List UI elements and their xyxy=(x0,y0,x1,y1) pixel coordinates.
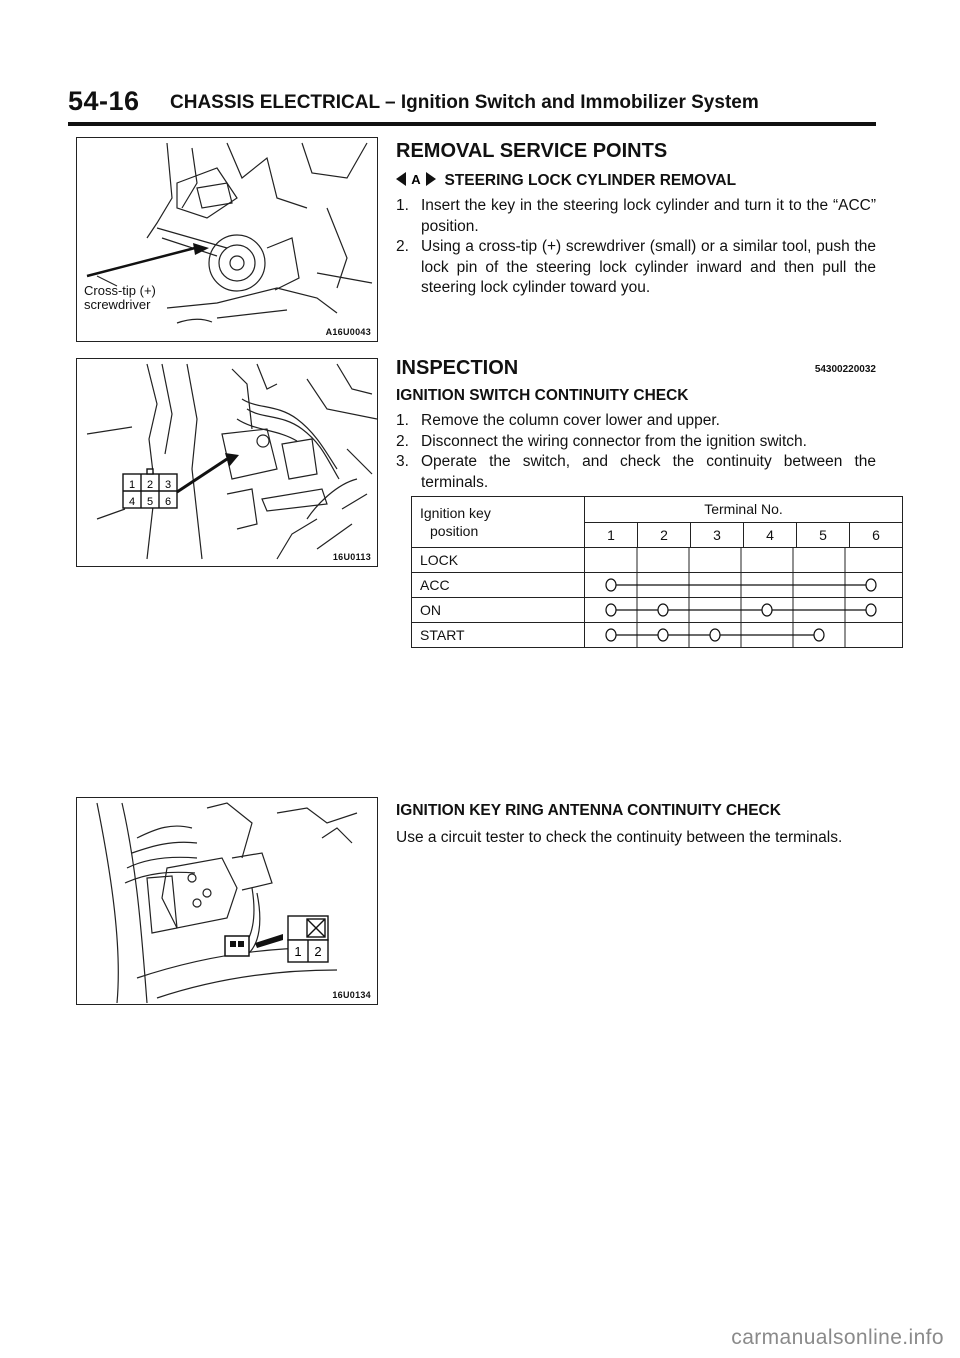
removal-heading: REMOVAL SERVICE POINTS xyxy=(396,140,668,162)
removal-steps xyxy=(396,196,876,299)
connector-terminal: 4 xyxy=(128,496,136,508)
continuity-diagram xyxy=(585,623,897,647)
continuity-table-wrap xyxy=(411,496,903,648)
continuity-diagram xyxy=(585,573,897,597)
page-header xyxy=(68,86,876,126)
antenna-text: Use a circuit tester to check the continuity between the terminals. xyxy=(396,829,843,846)
position-label: ON xyxy=(412,598,585,623)
continuity-marker xyxy=(814,629,824,641)
position-label: ACC xyxy=(412,573,585,598)
inspection-section xyxy=(396,357,876,493)
header-position: Ignition key position xyxy=(412,497,585,548)
terminal-header-cell: 6 xyxy=(850,522,903,548)
connector-terminal: 5 xyxy=(146,496,154,508)
position-label: START xyxy=(412,623,585,648)
screwdriver-callout: Cross-tip (+) screwdriver xyxy=(84,283,156,312)
svg-text:A: A xyxy=(411,172,421,187)
figure-code: 16U0134 xyxy=(332,990,371,1000)
list-item: 1. Remove the column cover lower and upper. xyxy=(396,412,720,429)
table-row xyxy=(412,598,903,623)
page-title: CHASSIS ELECTRICAL – Ignition Switch and Immobilizer System xyxy=(170,92,759,113)
connector-terminal: 1 xyxy=(128,479,136,491)
continuity-marker xyxy=(606,604,616,616)
figure-antenna-connector xyxy=(76,797,378,1005)
connector-terminal: 6 xyxy=(164,496,172,508)
continuity-table xyxy=(411,496,903,648)
connector-terminal: 3 xyxy=(164,479,172,491)
removal-subheading: STEERING LOCK CYLINDER REMOVAL xyxy=(444,172,737,189)
figure-code: 16U0113 xyxy=(332,552,371,562)
removal-subheading-row xyxy=(396,171,876,190)
continuity-cell xyxy=(585,573,903,598)
list-item: 1. Insert the key in the steering lock cylinder and turn it to the “ACC” position. xyxy=(396,197,876,235)
table-row xyxy=(412,623,903,648)
watermark: carmanualsonline.info xyxy=(731,1326,944,1349)
continuity-marker xyxy=(762,604,772,616)
connector-terminal: 2 xyxy=(146,479,154,491)
inspection-code: 54300220032 xyxy=(814,364,876,375)
table-row xyxy=(412,548,903,573)
connector-terminal: 2 xyxy=(314,944,322,959)
continuity-diagram xyxy=(585,598,897,622)
ignition-switch-illustration xyxy=(77,359,377,566)
terminal-header-cell: 2 xyxy=(638,522,691,548)
terminal-header-cell: 5 xyxy=(797,522,850,548)
list-item: 2. Disconnect the wiring connector from the ignition switch. xyxy=(396,432,807,450)
removal-section xyxy=(396,140,876,299)
antenna-heading: IGNITION KEY RING ANTENNA CONTINUITY CHECK xyxy=(396,802,781,819)
list-item: 2. Using a cross-tip (+) screwdriver (small) or a similar tool, push the lock pin of the steering lock cylinder inward and then pull the steering lock cylinder toward you. xyxy=(396,238,876,296)
continuity-marker xyxy=(866,604,876,616)
continuity-marker xyxy=(658,604,668,616)
figure-ignition-switch-connector xyxy=(76,358,378,567)
figure-lock-cylinder xyxy=(76,137,378,342)
header-terminal: Terminal No. xyxy=(585,497,903,523)
inspection-heading: INSPECTION xyxy=(396,357,519,379)
continuity-marker xyxy=(606,579,616,591)
connector-terminal: 1 xyxy=(294,944,302,959)
page-number: 54-16 xyxy=(68,86,140,116)
inspection-subheading: IGNITION SWITCH CONTINUITY CHECK xyxy=(396,387,689,404)
antenna-section xyxy=(396,802,876,849)
continuity-diagram xyxy=(585,548,897,572)
terminal-header-cell: 3 xyxy=(691,522,744,548)
inspection-steps xyxy=(396,411,876,493)
position-label: LOCK xyxy=(412,548,585,573)
continuity-cell xyxy=(585,623,903,648)
terminal-header-cell: 1 xyxy=(585,522,638,548)
list-item: 3. Operate the switch, and check the continuity between the terminals. xyxy=(396,453,876,491)
continuity-marker xyxy=(710,629,720,641)
continuity-cell xyxy=(585,598,903,623)
continuity-marker xyxy=(606,629,616,641)
continuity-marker xyxy=(658,629,668,641)
table-row xyxy=(412,573,903,598)
antenna-illustration xyxy=(77,798,377,1004)
continuity-cell xyxy=(585,548,903,573)
continuity-marker xyxy=(866,579,876,591)
service-point-badge-icon xyxy=(396,171,436,187)
figure-code: A16U0043 xyxy=(325,327,371,337)
terminal-header-cell: 4 xyxy=(744,522,797,548)
